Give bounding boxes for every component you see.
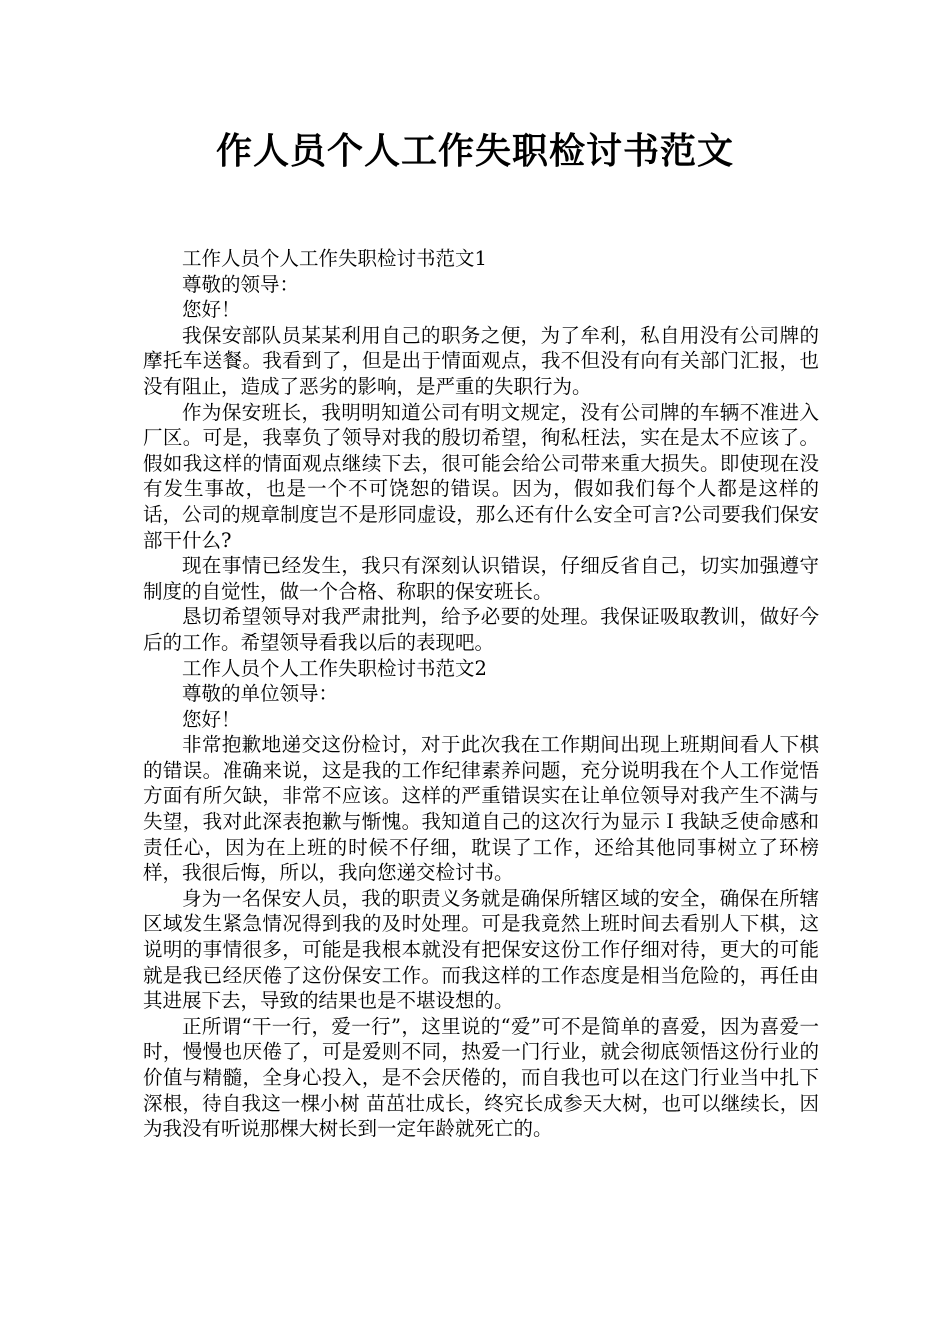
body-paragraph: 身为一名保安人员，我的职责义务就是确保所辖区域的安全，确保在所辖区域发生紧急情况得到我的及时处理。可是我竟然上班时间去看别人下棋，这说明的事情很多，可能是我根本就没有把保安这份工作仔细对待，更大的可能就是我已经厌倦了这份保安工作。而我这样的工作态度是相当危险的，再任由其进展下去，导致的结果也是不堪设想的。 bbox=[143, 886, 819, 1013]
greeting-2: 您好！ bbox=[182, 707, 241, 731]
greeting-1: 您好！ bbox=[182, 298, 241, 322]
document-body bbox=[143, 246, 819, 1142]
body-paragraph: 我保安部队员某某利用自己的职务之便，为了牟利，私自用没有公司牌的摩托车送餐。我看到了，但是出于情面观点，我不但没有向有关部门汇报，也没有阻止，造成了恶劣的影响，是严重的失职行为。 bbox=[143, 323, 819, 398]
section-heading-2: 工作人员个人工作失职检讨书范文2 bbox=[182, 656, 487, 680]
body-paragraph: 现在事情已经发生，我只有深刻认识错误，仔细反省自己，切实加强遵守制度的自觉性，做一个合格、称职的保安班长。 bbox=[143, 554, 819, 603]
document-title: 作人员个人工作失职检讨书范文 bbox=[215, 131, 734, 172]
body-paragraph: 作为保安班长，我明明知道公司有明文规定，没有公司牌的车辆不准进入厂区。可是，我辜负了领导对我的殷切希望，徇私枉法，实在是太不应该了。假如我这样的情面观点继续下去，很可能会给公司带来重大损失。即使现在没有发生事故，也是一个不可饶恕的错误。因为，假如我们每个人都是这样的话，公司的规章制度岂不是形同虚设，那么还有什么安全可言?公司要我们保安部干什么? bbox=[143, 400, 819, 552]
salutation-2: 尊敬的单位领导： bbox=[182, 682, 339, 706]
salutation-1: 尊敬的领导： bbox=[182, 272, 300, 296]
section-heading-1: 工作人员个人工作失职检讨书范文1 bbox=[182, 247, 487, 270]
body-paragraph: 非常抱歉地递交这份检讨，对于此次我在工作期间出现上班期间看人下棋的错误。准确来说，这是我的工作纪律素养问题，充分说明我在个人工作觉悟方面有所欠缺，非常不应该。这样的严重错误实在让单位领导对我产生不满与失望，我对此深表抱歉与惭愧。我知道自己的这次行为显示Ｉ我缺乏使命感和责任心，因为在上班的时候不仔细，耽误了工作，还给其他同事树立了环榜样，我很后悔，所以，我向您递交检讨书。 bbox=[143, 733, 819, 885]
body-paragraph: 恳切希望领导对我严肃批判，给予必要的处理。我保证吸取教训，做好今后的工作。希望领导看我以后的表现吧。 bbox=[143, 605, 819, 654]
body-paragraph: 正所谓“干一行，爱一行”，这里说的“爱”可不是简单的喜爱，因为喜爱一时，慢慢也厌倦了，可是爱则不同，热爱一门行业，就会彻底领悟这份行业的价值与精髓，全身心投入，是不会厌倦的，而自我也可以在这门行业当中扎下深根，待自我这一棵小树 苗茁壮成长，终究长成参天大树，也可以继续长，因为我没有听说那棵大树长到一定年龄就死亡的。 bbox=[143, 1014, 819, 1141]
